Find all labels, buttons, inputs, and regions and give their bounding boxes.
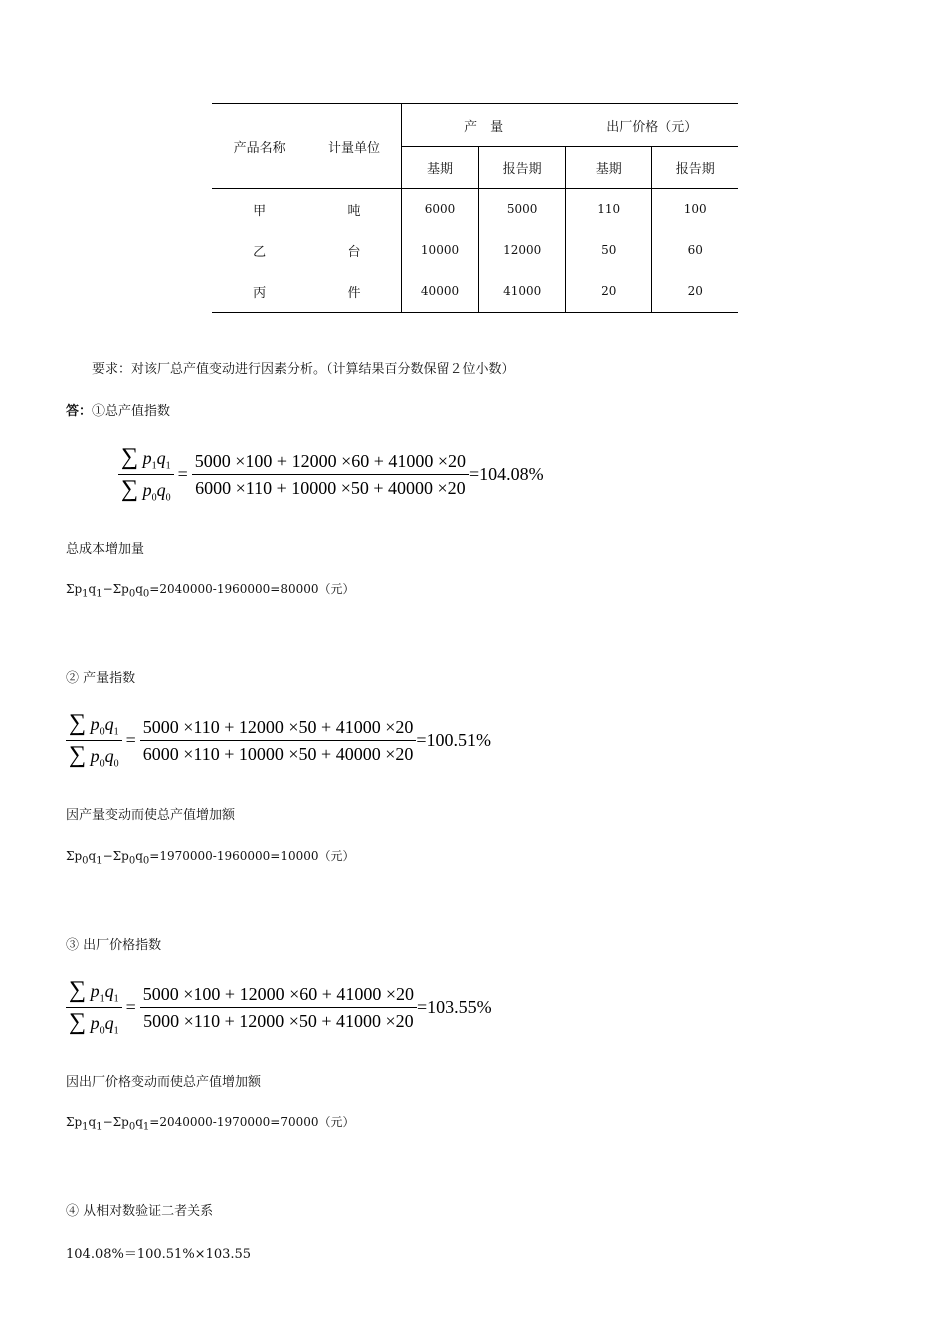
cell-p0: 50 <box>565 230 651 271</box>
section2-increase-label: 因产量变动而使总产值增加额 <box>66 808 236 823</box>
table-row <box>212 271 738 313</box>
cell-q1: 12000 <box>479 230 566 271</box>
section3-heading: ③ 出厂价格指数 <box>66 938 162 953</box>
formula-price-index: $\frac{\sum p_1q_1}{\sum p_0q_1}$ = $\frac{5000 \times 100 + 12000 \times 60 + 41000 \times 20}{5000 \times 110 + 12000 \times 50 + 41000 \times 20}$ =103.55% <box>66 979 492 1036</box>
formula-output-index: $\frac{\sum p_0q_1}{\sum p_0q_0}$ = $\frac{5000 \times 110 + 12000 \times 50 + 41000 \times 20}{6000 \times 110 + 10000 \times 50 + 40000 \times 20}$ =100.51% <box>66 712 491 769</box>
cell-p0: 110 <box>565 189 651 230</box>
cell-name: 丙 <box>212 271 307 313</box>
cell-q0: 10000 <box>401 230 479 271</box>
calc-value: =1970000-1960000=10000（元） <box>149 849 355 863</box>
header-output: 产 量 <box>401 104 565 147</box>
calc-numerator: 5000 ×100 + 12000 ×60 + 41000 ×20 <box>140 984 417 1008</box>
cell-name: 甲 <box>212 189 307 230</box>
section1-calc: $\Sigma p_1q_1-\Sigma p_0q_0=2040000-1960000=80000$（元） <box>66 582 355 600</box>
header-unit: 计量单位 <box>307 104 401 189</box>
section2-calc: $\Sigma p_0q_1-\Sigma p_0q_0=1970000-1960000=10000$（元） <box>66 849 355 867</box>
answer-label: 答： <box>66 404 93 419</box>
cell-q1: 5000 <box>479 189 566 230</box>
cell-q1: 41000 <box>479 271 566 313</box>
header-product-name: 产品名称 <box>212 104 307 189</box>
calc-denominator: 6000 ×110 + 10000 ×50 + 40000 ×20 <box>195 477 466 498</box>
section1-increase-label: 总成本增加量 <box>66 542 145 557</box>
section3-increase-label: 因出厂价格变动而使总产值增加额 <box>66 1075 262 1090</box>
calc-fraction <box>192 451 469 499</box>
calc-numerator: 5000 ×100 + 12000 ×60 + 41000 ×20 <box>192 451 469 475</box>
cell-q0: 6000 <box>401 189 479 230</box>
cell-p1: 20 <box>652 271 738 313</box>
cell-p1: 60 <box>652 230 738 271</box>
section3-calc: $\Sigma p_1q_1-\Sigma p_0q_1=2040000-1970000=70000$（元） <box>66 1115 355 1133</box>
calc-numerator: 5000 ×110 + 12000 ×50 + 41000 ×20 <box>140 717 417 741</box>
index-fraction: $\frac{\sum p_1q_1}{\sum p_0q_1}$ <box>66 979 122 1036</box>
index-fraction: $\frac{\sum p_1q_1}{\sum p_0q_0}$ <box>118 446 174 503</box>
cell-p1: 100 <box>652 189 738 230</box>
calc-value: =2040000-1960000=80000（元） <box>149 582 355 596</box>
answer-heading <box>66 400 170 419</box>
calc-fraction <box>140 984 417 1032</box>
data-table <box>212 103 738 313</box>
cell-unit: 吨 <box>307 189 401 230</box>
header-price-report: 报告期 <box>652 147 738 189</box>
section1-heading: ①总产值指数 <box>92 404 171 419</box>
requirement-text: 要求：对该厂总产值变动进行因素分析。（计算结果百分数保留２位小数） <box>92 362 515 377</box>
calc-denominator: 5000 ×110 + 12000 ×50 + 41000 ×20 <box>143 1010 414 1031</box>
formula-total-output-index: $\frac{\sum p_1q_1}{\sum p_0q_0}$ = $\frac{5000 \times 100 + 12000 \times 60 + 41000 \times 20}{6000 \times 110 + 10000 \times 50 + 40000 \times 20}$ =104.08% <box>118 446 544 503</box>
calc-denominator: 6000 ×110 + 10000 ×50 + 40000 ×20 <box>142 743 414 764</box>
cell-unit: 台 <box>347 244 361 260</box>
header-price: 出厂价格（元） <box>565 104 738 147</box>
calc-fraction <box>140 717 417 765</box>
cell-unit: 件 <box>307 271 401 313</box>
cell-p0: 20 <box>565 271 651 313</box>
calc-value: =2040000-1970000=70000（元） <box>149 1115 355 1129</box>
header-price-base: 基期 <box>565 147 651 189</box>
formula-result: =100.51% <box>416 730 492 751</box>
section4-heading: ④ 从相对数验证二者关系 <box>66 1204 214 1219</box>
table-row <box>212 230 738 271</box>
header-output-base: 基期 <box>401 147 479 189</box>
cell-q0: 40000 <box>401 271 479 313</box>
index-fraction: $\frac{\sum p_0q_1}{\sum p_0q_0}$ <box>66 712 122 769</box>
formula-result: =103.55% <box>417 997 492 1018</box>
formula-result: =104.08% <box>469 464 544 485</box>
cell-name: 乙 <box>253 244 267 260</box>
header-output-report: 报告期 <box>479 147 566 189</box>
table-row <box>212 189 738 230</box>
section4-relation: 104.08%＝100.51%×103.55 <box>66 1247 252 1262</box>
section2-heading: ② 产量指数 <box>66 671 136 686</box>
